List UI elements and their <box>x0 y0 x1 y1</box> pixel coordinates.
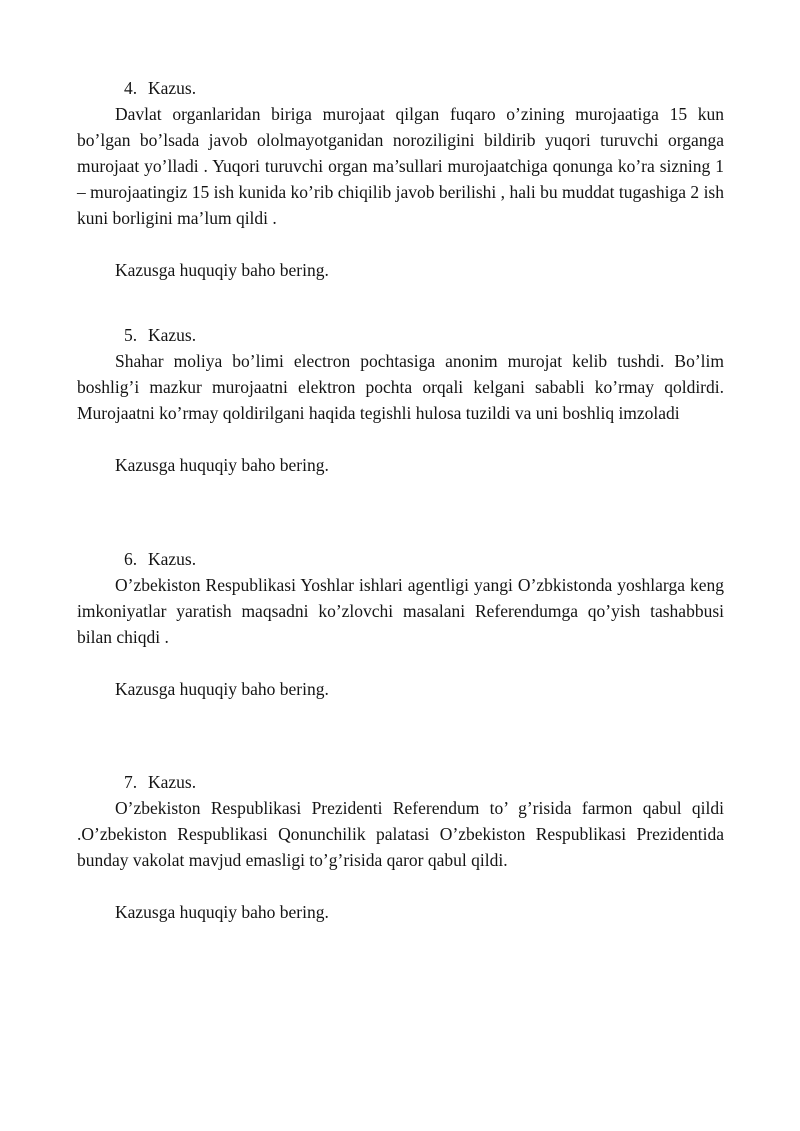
case-title: Kazus. <box>148 78 197 98</box>
case-number: 7. <box>124 772 138 792</box>
case-number: 6. <box>124 549 138 569</box>
case-heading <box>124 322 724 348</box>
case-title: Kazus. <box>148 325 197 345</box>
case-7 <box>77 769 724 925</box>
case-question: Kazusga huquqiy baho bering. <box>115 260 329 280</box>
case-text: O’zbekiston Respublikasi Prezidenti Referendum to’ g’risida farmon qabul qildi .O’zbekiston Respublikasi Qonunchilik palatasi O’zbekiston Respublikasi Prezidentida bunday vakolat mavjud emasligi to’g’risida qaror qabul qildi. <box>77 798 724 870</box>
case-question: Kazusga huquqiy baho bering. <box>115 679 329 699</box>
case-question: Kazusga huquqiy baho bering. <box>115 455 329 475</box>
case-number: 4. <box>124 78 138 98</box>
case-4 <box>77 75 724 283</box>
case-5 <box>77 322 724 478</box>
case-number: 5. <box>124 325 138 345</box>
case-text: Davlat organlaridan biriga murojaat qilgan fuqaro o’zining murojaatiga 15 kun bo’lgan bo’lsada javob ololmayotganidan noroziligini bildirib yuqori turuvchi organga murojaat yo’lladi . Yuqori turuvchi organ ma’sullari murojaatchiga qonunga ko’ra sizning 1 – murojaatingiz 15 ish kunida ko’rib chiqilib javob berilishi , hali bu muddat tugashiga 2 ish kuni borligini ma’lum qildi . <box>77 104 724 228</box>
case-heading <box>124 75 724 101</box>
case-question: Kazusga huquqiy baho bering. <box>115 902 329 922</box>
case-heading <box>124 769 724 795</box>
case-text: Shahar moliya bo’limi electron pochtasiga anonim murojat kelib tushdi. Bo’lim boshlig’i mazkur murojaatni elektron pochta orqali kelgani sababli ko’rmay qoldirdi. Murojaatni ko’rmay qoldirilgani haqida tegishli hulosa tuzildi va uni boshliq imzoladi <box>77 351 724 423</box>
case-text: O’zbekiston Respublikasi Yoshlar ishlari agentligi yangi O’zbkistonda yoshlarga keng imkoniyatlar yaratish maqsadni ko’zlovchi masalani Referendumga qo’yish tashabbusi bilan chiqdi . <box>77 575 724 647</box>
case-heading <box>124 546 724 572</box>
case-6 <box>77 546 724 702</box>
case-title: Kazus. <box>148 549 197 569</box>
case-title: Kazus. <box>148 772 197 792</box>
